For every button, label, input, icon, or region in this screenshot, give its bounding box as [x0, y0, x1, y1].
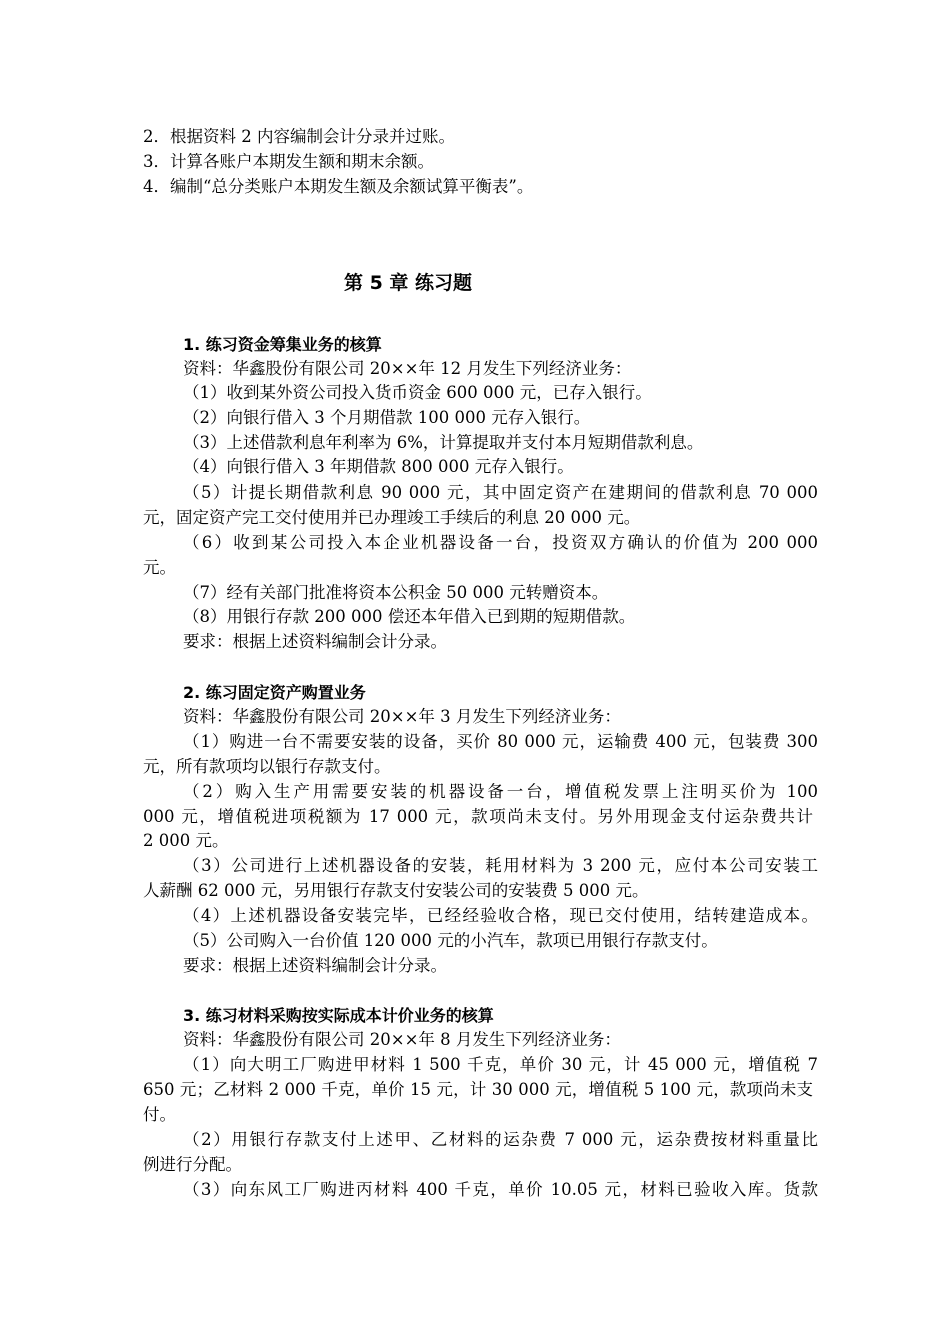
- list-item: 000 元，增值税进项税额为 17 000 元，款项尚未支付。另外用现金支付运杂费共计: [143, 807, 813, 826]
- list-item: （1）购进一台不需要安装的设备，买价 80 000 元，运输费 400 元，包装费 300: [183, 732, 818, 751]
- list-item: （8）用银行存款 200 000 偿还本年借入已到期的短期借款。: [183, 607, 636, 626]
- list-item: （5）公司购入一台价值 120 000 元的小汽车，款项已用银行存款支付。: [183, 931, 718, 950]
- section-heading: 2. 练习固定资产购置业务: [183, 683, 366, 702]
- list-item: （2）购入生产用需要安装的机器设备一台，增值税发票上注明买价为 100: [183, 782, 818, 801]
- intro-line: 3．计算各账户本期发生额和期末余额。: [143, 152, 434, 171]
- list-item: （5）计提长期借款利息 90 000 元，其中固定资产在建期间的借款利息 70 000: [183, 483, 818, 502]
- section-material: 资料：华鑫股份有限公司 20××年 8 月发生下列经济业务：: [183, 1030, 621, 1049]
- list-item: （3）向东风工厂购进丙材料 400 千克，单价 10.05 元，材料已验收入库。货款: [183, 1180, 818, 1199]
- list-item: 人薪酬 62 000 元，另用银行存款支付安装公司的安装费 5 000 元。: [143, 881, 649, 900]
- list-item: 元，所有款项均以银行存款支付。: [143, 757, 391, 776]
- section-material: 资料：华鑫股份有限公司 20××年 3 月发生下列经济业务：: [183, 707, 621, 726]
- list-item: （2）用银行存款支付上述甲、乙材料的运杂费 7 000 元，运杂费按材料重量比: [183, 1130, 818, 1149]
- list-item: （3）上述借款利息年利率为 6%，计算提取并支付本月短期借款利息。: [183, 433, 704, 452]
- list-item: （3）公司进行上述机器设备的安装，耗用材料为 3 200 元，应付本公司安装工: [183, 856, 818, 875]
- list-item: （1）收到某外资公司投入货币资金 600 000 元，已存入银行。: [183, 383, 652, 402]
- list-item: （2）向银行借入 3 个月期借款 100 000 元存入银行。: [183, 408, 591, 427]
- list-item: 2 000 元。: [143, 831, 229, 850]
- intro-line: 4．编制“总分类账户本期发生额及余额试算平衡表”。: [143, 177, 534, 196]
- list-item: 元，固定资产完工交付使用并已办理竣工手续后的利息 20 000 元。: [143, 508, 641, 527]
- section-heading: 3. 练习材料采购按实际成本计价业务的核算: [183, 1006, 494, 1025]
- list-item: 元。: [143, 558, 176, 577]
- list-item: （6）收到某公司投入本企业机器设备一台，投资双方确认的价值为 200 000: [183, 533, 818, 552]
- list-item: （4）上述机器设备安装完毕，已经经验收合格，现已交付使用，结转建造成本。: [183, 906, 818, 925]
- section-heading: 1. 练习资金筹集业务的核算: [183, 335, 382, 354]
- section-requirement: 要求：根据上述资料编制会计分录。: [183, 956, 447, 975]
- section-requirement: 要求：根据上述资料编制会计分录。: [183, 632, 447, 651]
- list-item: （4）向银行借入 3 年期借款 800 000 元存入银行。: [183, 457, 574, 476]
- chapter-title: 第 5 章 练习题: [343, 272, 473, 294]
- list-item: 例进行分配。: [143, 1155, 242, 1174]
- section-material: 资料：华鑫股份有限公司 20××年 12 月发生下列经济业务：: [183, 359, 632, 378]
- list-item: 650 元；乙材料 2 000 千克，单价 15 元，计 30 000 元，增值税 5 100 元，款项尚未支: [143, 1080, 813, 1099]
- list-item: 付。: [143, 1105, 176, 1124]
- list-item: （1）向大明工厂购进甲材料 1 500 千克，单价 30 元，计 45 000 元，增值税 7: [183, 1055, 818, 1074]
- list-item: （7）经有关部门批准将资本公积金 50 000 元转赠资本。: [183, 583, 609, 602]
- intro-line: 2．根据资料 2 内容编制会计分录并过账。: [143, 127, 455, 146]
